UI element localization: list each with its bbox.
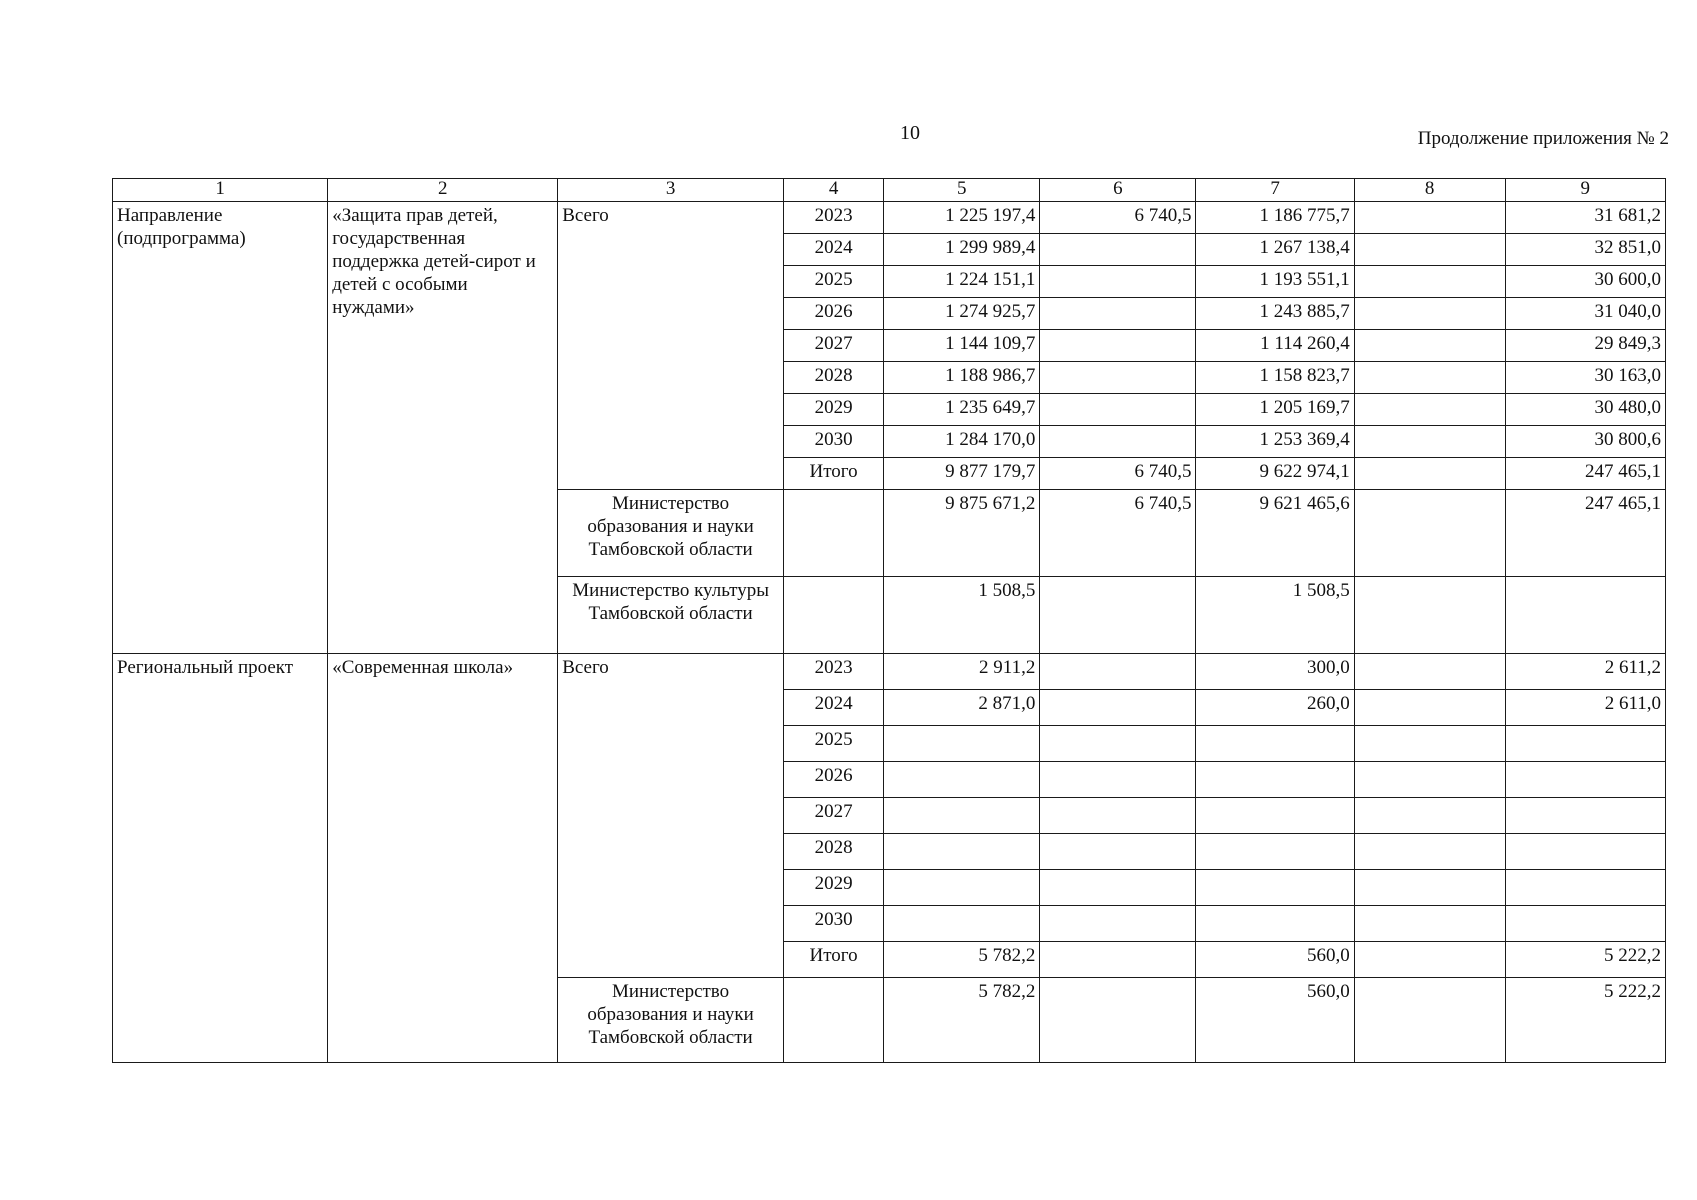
value-cell-c7: 1 267 138,4 bbox=[1196, 234, 1354, 266]
value-cell-c8 bbox=[1354, 266, 1505, 298]
value-cell-c6 bbox=[1040, 426, 1196, 458]
value-cell-c6 bbox=[1040, 942, 1196, 978]
column-header: 8 bbox=[1354, 179, 1505, 202]
value-cell-c8 bbox=[1354, 394, 1505, 426]
column-number-header-row bbox=[113, 179, 1666, 202]
value-cell-c6 bbox=[1040, 654, 1196, 690]
value-cell-c9 bbox=[1505, 798, 1665, 834]
value-cell-c6 bbox=[1040, 870, 1196, 906]
value-cell-c8 bbox=[1354, 798, 1505, 834]
year-cell: 2024 bbox=[783, 690, 883, 726]
value-cell-c6 bbox=[1040, 906, 1196, 942]
value-cell-c7: 560,0 bbox=[1196, 978, 1354, 1063]
year-cell: Итого bbox=[783, 942, 883, 978]
section-name-cell: «Защита прав детей, государственная поддержка детей-сирот и детей с особыми нуждами» bbox=[328, 202, 558, 654]
table-row bbox=[113, 202, 1666, 234]
year-cell bbox=[783, 978, 883, 1063]
section-type-cell: Направление (подпрограмма) bbox=[113, 202, 328, 654]
value-cell-c8 bbox=[1354, 690, 1505, 726]
value-cell-c7: 1 114 260,4 bbox=[1196, 330, 1354, 362]
value-cell-c9: 30 163,0 bbox=[1505, 362, 1665, 394]
column-header: 6 bbox=[1040, 179, 1196, 202]
value-cell-c9: 32 851,0 bbox=[1505, 234, 1665, 266]
value-cell-c7 bbox=[1196, 906, 1354, 942]
ministry-name-cell: Министерство образования и науки Тамбовской области bbox=[558, 490, 784, 577]
year-cell: 2025 bbox=[783, 266, 883, 298]
value-cell-c6 bbox=[1040, 978, 1196, 1063]
value-cell-c9 bbox=[1505, 726, 1665, 762]
value-cell-c5 bbox=[884, 834, 1040, 870]
value-cell-c8 bbox=[1354, 426, 1505, 458]
year-cell: 2027 bbox=[783, 798, 883, 834]
value-cell-c6 bbox=[1040, 362, 1196, 394]
value-cell-c7: 1 186 775,7 bbox=[1196, 202, 1354, 234]
value-cell-c5: 1 225 197,4 bbox=[884, 202, 1040, 234]
value-cell-c8 bbox=[1354, 458, 1505, 490]
value-cell-c6: 6 740,5 bbox=[1040, 202, 1196, 234]
year-cell: 2028 bbox=[783, 834, 883, 870]
value-cell-c6 bbox=[1040, 394, 1196, 426]
value-cell-c5: 2 871,0 bbox=[884, 690, 1040, 726]
value-cell-c6 bbox=[1040, 330, 1196, 362]
value-cell-c6 bbox=[1040, 577, 1196, 654]
value-cell-c8 bbox=[1354, 490, 1505, 577]
value-cell-c9: 5 222,2 bbox=[1505, 978, 1665, 1063]
column-header: 9 bbox=[1505, 179, 1665, 202]
value-cell-c5 bbox=[884, 906, 1040, 942]
value-cell-c8 bbox=[1354, 942, 1505, 978]
value-cell-c8 bbox=[1354, 234, 1505, 266]
value-cell-c5 bbox=[884, 798, 1040, 834]
value-cell-c7 bbox=[1196, 834, 1354, 870]
value-cell-c5: 1 224 151,1 bbox=[884, 266, 1040, 298]
value-cell-c5: 1 508,5 bbox=[884, 577, 1040, 654]
value-cell-c5: 1 188 986,7 bbox=[884, 362, 1040, 394]
value-cell-c9: 247 465,1 bbox=[1505, 458, 1665, 490]
budget-table bbox=[112, 178, 1666, 1063]
value-cell-c7: 260,0 bbox=[1196, 690, 1354, 726]
table-row bbox=[113, 654, 1666, 690]
year-cell: 2024 bbox=[783, 234, 883, 266]
year-cell: 2023 bbox=[783, 654, 883, 690]
column-header: 5 bbox=[884, 179, 1040, 202]
value-cell-c6 bbox=[1040, 762, 1196, 798]
year-cell: 2030 bbox=[783, 426, 883, 458]
appendix-continuation-label: Продолжение приложения № 2 bbox=[1417, 128, 1669, 149]
value-cell-c7: 9 621 465,6 bbox=[1196, 490, 1354, 577]
year-cell: 2027 bbox=[783, 330, 883, 362]
value-cell-c5 bbox=[884, 726, 1040, 762]
year-cell: 2026 bbox=[783, 298, 883, 330]
year-cell: 2029 bbox=[783, 870, 883, 906]
value-cell-c9: 2 611,0 bbox=[1505, 690, 1665, 726]
value-cell-c6: 6 740,5 bbox=[1040, 458, 1196, 490]
section-type-cell: Региональный проект bbox=[113, 654, 328, 1063]
value-cell-c7: 1 243 885,7 bbox=[1196, 298, 1354, 330]
year-cell bbox=[783, 490, 883, 577]
value-cell-c9: 5 222,2 bbox=[1505, 942, 1665, 978]
column-header: 4 bbox=[783, 179, 883, 202]
value-cell-c8 bbox=[1354, 202, 1505, 234]
value-cell-c8 bbox=[1354, 577, 1505, 654]
ministry-name-cell: Министерство образования и науки Тамбовской области bbox=[558, 978, 784, 1063]
value-cell-c8 bbox=[1354, 906, 1505, 942]
value-cell-c9 bbox=[1505, 906, 1665, 942]
value-cell-c8 bbox=[1354, 978, 1505, 1063]
value-cell-c5: 1 299 989,4 bbox=[884, 234, 1040, 266]
value-cell-c5: 1 235 649,7 bbox=[884, 394, 1040, 426]
value-cell-c8 bbox=[1354, 762, 1505, 798]
value-cell-c9: 31 040,0 bbox=[1505, 298, 1665, 330]
page-number: 10 bbox=[900, 122, 920, 144]
total-label-cell: Всего bbox=[558, 654, 784, 978]
value-cell-c5: 5 782,2 bbox=[884, 978, 1040, 1063]
year-cell: Итого bbox=[783, 458, 883, 490]
value-cell-c6 bbox=[1040, 726, 1196, 762]
value-cell-c7: 1 508,5 bbox=[1196, 577, 1354, 654]
value-cell-c5: 1 274 925,7 bbox=[884, 298, 1040, 330]
year-cell: 2030 bbox=[783, 906, 883, 942]
value-cell-c7: 1 253 369,4 bbox=[1196, 426, 1354, 458]
value-cell-c9: 30 600,0 bbox=[1505, 266, 1665, 298]
value-cell-c6 bbox=[1040, 298, 1196, 330]
value-cell-c8 bbox=[1354, 726, 1505, 762]
value-cell-c5: 9 877 179,7 bbox=[884, 458, 1040, 490]
year-cell: 2023 bbox=[783, 202, 883, 234]
value-cell-c7 bbox=[1196, 726, 1354, 762]
year-cell: 2029 bbox=[783, 394, 883, 426]
column-header: 2 bbox=[328, 179, 558, 202]
ministry-name-cell: Министерство культуры Тамбовской области bbox=[558, 577, 784, 654]
value-cell-c5 bbox=[884, 870, 1040, 906]
value-cell-c6 bbox=[1040, 234, 1196, 266]
value-cell-c8 bbox=[1354, 834, 1505, 870]
column-header: 3 bbox=[558, 179, 784, 202]
value-cell-c8 bbox=[1354, 362, 1505, 394]
value-cell-c6 bbox=[1040, 266, 1196, 298]
total-label-cell: Всего bbox=[558, 202, 784, 490]
value-cell-c5: 1 284 170,0 bbox=[884, 426, 1040, 458]
value-cell-c9: 30 800,6 bbox=[1505, 426, 1665, 458]
value-cell-c5: 5 782,2 bbox=[884, 942, 1040, 978]
value-cell-c6 bbox=[1040, 690, 1196, 726]
value-cell-c7: 9 622 974,1 bbox=[1196, 458, 1354, 490]
value-cell-c7 bbox=[1196, 870, 1354, 906]
value-cell-c7 bbox=[1196, 762, 1354, 798]
value-cell-c9: 2 611,2 bbox=[1505, 654, 1665, 690]
value-cell-c7: 560,0 bbox=[1196, 942, 1354, 978]
budget-table-body bbox=[113, 179, 1666, 1063]
value-cell-c8 bbox=[1354, 330, 1505, 362]
value-cell-c8 bbox=[1354, 298, 1505, 330]
value-cell-c9 bbox=[1505, 834, 1665, 870]
value-cell-c7: 1 158 823,7 bbox=[1196, 362, 1354, 394]
value-cell-c9: 247 465,1 bbox=[1505, 490, 1665, 577]
value-cell-c9: 31 681,2 bbox=[1505, 202, 1665, 234]
value-cell-c5: 9 875 671,2 bbox=[884, 490, 1040, 577]
value-cell-c5 bbox=[884, 762, 1040, 798]
value-cell-c7: 300,0 bbox=[1196, 654, 1354, 690]
value-cell-c7: 1 205 169,7 bbox=[1196, 394, 1354, 426]
value-cell-c7 bbox=[1196, 798, 1354, 834]
year-cell bbox=[783, 577, 883, 654]
value-cell-c9 bbox=[1505, 762, 1665, 798]
value-cell-c5: 2 911,2 bbox=[884, 654, 1040, 690]
value-cell-c9: 30 480,0 bbox=[1505, 394, 1665, 426]
value-cell-c8 bbox=[1354, 870, 1505, 906]
year-cell: 2025 bbox=[783, 726, 883, 762]
section-name-cell: «Современная школа» bbox=[328, 654, 558, 1063]
value-cell-c5: 1 144 109,7 bbox=[884, 330, 1040, 362]
year-cell: 2028 bbox=[783, 362, 883, 394]
value-cell-c9: 29 849,3 bbox=[1505, 330, 1665, 362]
year-cell: 2026 bbox=[783, 762, 883, 798]
value-cell-c6 bbox=[1040, 798, 1196, 834]
value-cell-c6 bbox=[1040, 834, 1196, 870]
value-cell-c8 bbox=[1354, 654, 1505, 690]
column-header: 7 bbox=[1196, 179, 1354, 202]
value-cell-c9 bbox=[1505, 577, 1665, 654]
value-cell-c7: 1 193 551,1 bbox=[1196, 266, 1354, 298]
column-header: 1 bbox=[113, 179, 328, 202]
value-cell-c9 bbox=[1505, 870, 1665, 906]
value-cell-c6: 6 740,5 bbox=[1040, 490, 1196, 577]
